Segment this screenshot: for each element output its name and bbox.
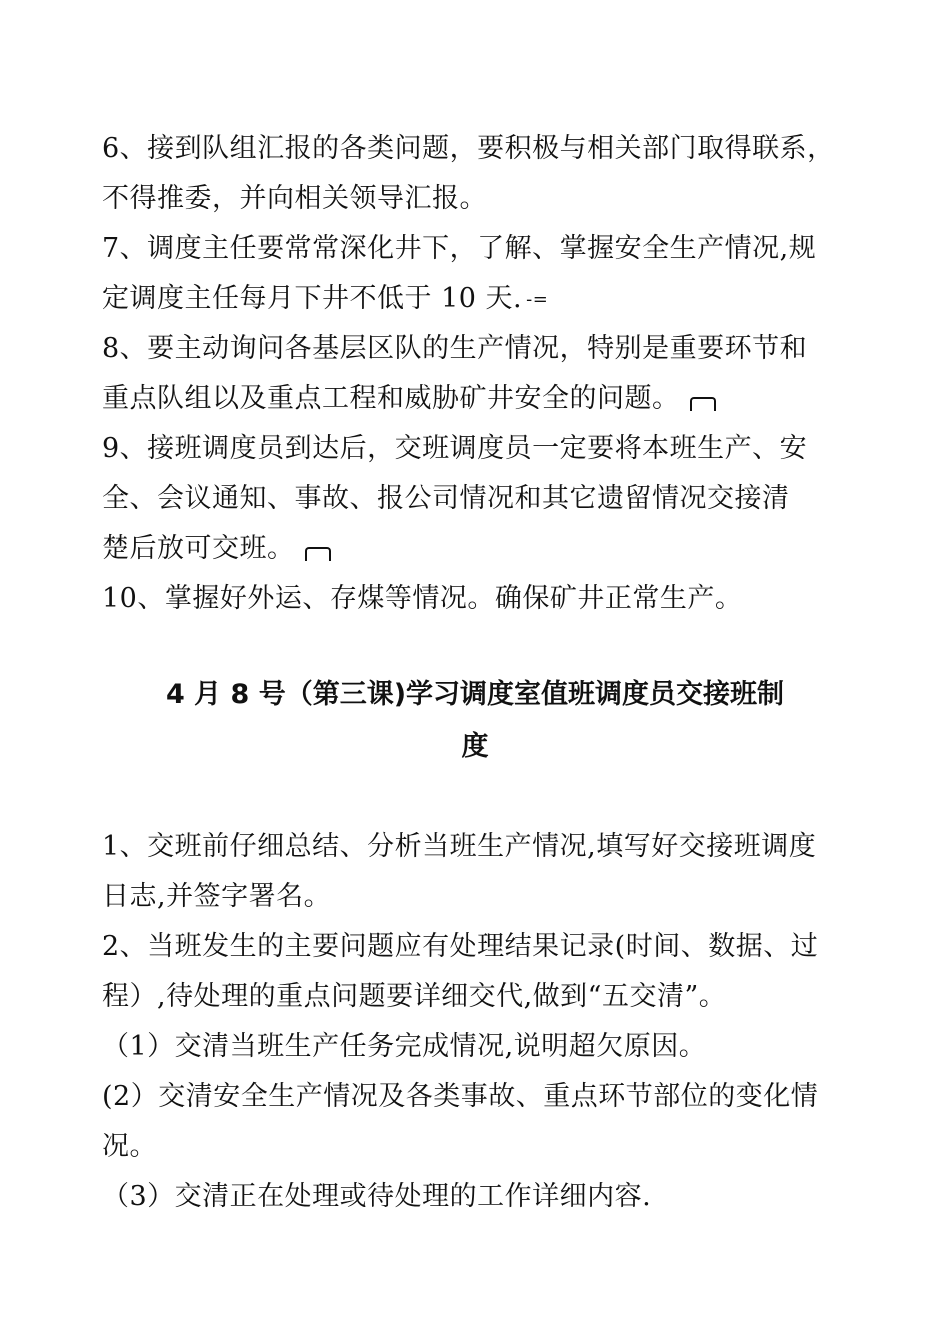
item-7-line-2-wrap	[102, 282, 548, 317]
item-6-line-2: 不得推委，并向相关领导汇报。	[102, 183, 487, 214]
rule-2-line-1: 2、当班发生的主要问题应有处理结果记录(时间、数据、过	[102, 931, 819, 962]
rule-1-line-2: 日志,并签字署名。	[102, 881, 332, 912]
item-8-line-1: 8、要主动询问各基层区队的生产情况，特别是重要环节和	[102, 333, 808, 364]
item-8-line-2: 重点队组以及重点工程和威胁矿井安全的问题。	[102, 383, 680, 414]
edit-mark: -=	[526, 288, 549, 310]
rule-2-sub-2-line-1: (2）交清安全生产情况及各类事故、重点环节部位的变化情	[102, 1081, 819, 1112]
item-9-line-3: 楚后放可交班。	[102, 533, 295, 564]
item-9-line-3-wrap	[102, 532, 331, 566]
rule-2-sub-3: （3）交清正在处理或待处理的工作详细内容.	[102, 1181, 652, 1212]
rule-2-line-2: 程）,待处理的重点问题要详细交代,做到“五交清”。	[102, 981, 727, 1012]
rule-2-sub-1: （1）交清当班生产任务完成情况,说明超欠原因。	[102, 1031, 707, 1062]
item-7-line-2: 定调度主任每月下井不低于 10 天.	[102, 283, 523, 314]
paragraph-mark-icon	[305, 547, 331, 561]
paragraph-mark-icon	[690, 397, 716, 411]
section-title-line-2: 度	[461, 731, 489, 762]
item-6-line-1: 6、接到队组汇报的各类问题，要积极与相关部门取得联系，	[102, 133, 835, 164]
item-8-line-2-wrap	[102, 382, 716, 416]
item-7-line-1: 7、调度主任要常常深化井下，了解、掌握安全生产情况,规	[102, 233, 817, 264]
item-9-line-1: 9、接班调度员到达后，交班调度员一定要将本班生产、安	[102, 433, 808, 464]
section-title-line-1: 4 月 8 号（第三课)学习调度室值班调度员交接班制	[165, 679, 785, 710]
item-10-line-1: 10、掌握好外运、存煤等情况。确保矿井正常生产。	[102, 583, 743, 614]
item-9-line-2: 全、会议通知、事故、报公司情况和其它遗留情况交接清	[102, 483, 790, 514]
rule-2-sub-2-line-2: 况。	[102, 1131, 157, 1162]
rule-1-line-1: 1、交班前仔细总结、分析当班生产情况,填写好交接班调度	[102, 831, 817, 862]
